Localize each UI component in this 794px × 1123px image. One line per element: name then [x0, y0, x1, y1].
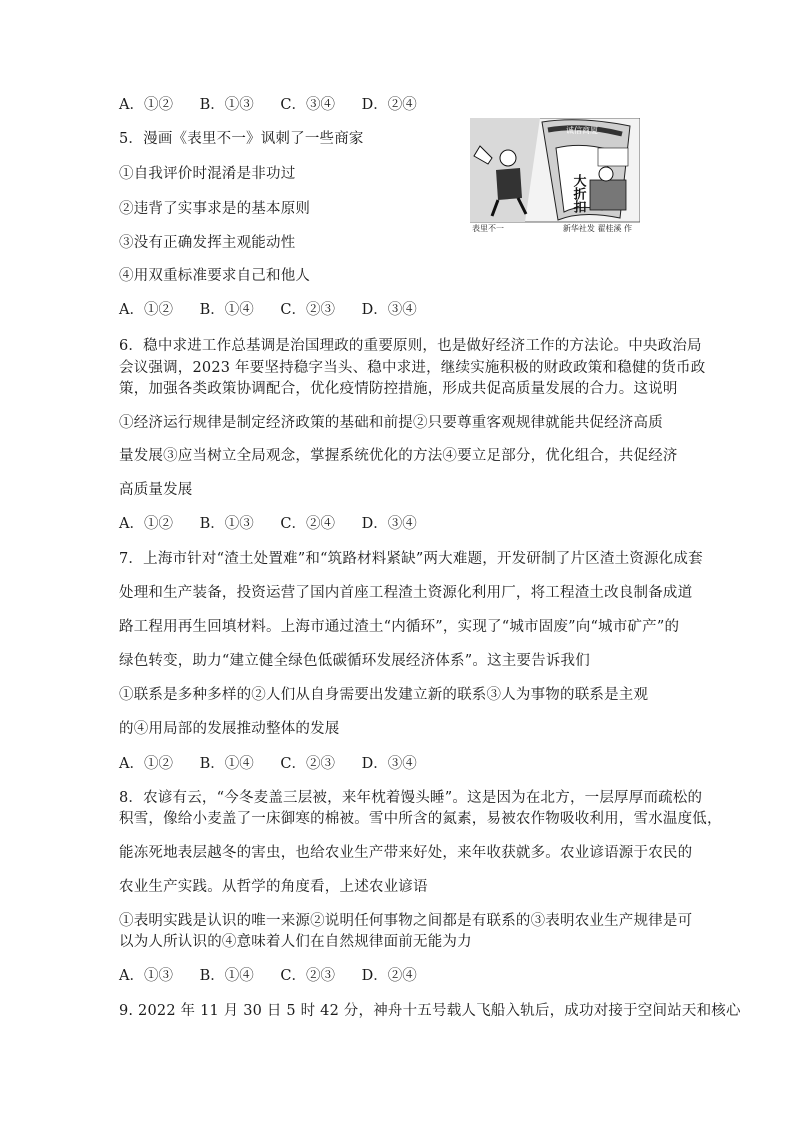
cartoon-sign-text: 诚信商厦 [566, 126, 598, 135]
q5-option-b[interactable]: B．①④ [199, 302, 254, 318]
q7-line-3: 路工程用再生回填材料。上海市通过渣土“内循环”，实现了“城市固废”向“城市矿产”的 [119, 619, 680, 635]
q5-options [119, 300, 439, 320]
q4-option-b[interactable]: B．①③ [199, 97, 254, 113]
q5-option-a[interactable]: A．①② [119, 302, 173, 318]
q7-option-b[interactable]: B．①④ [199, 756, 254, 772]
cartoon-clerk-head [599, 167, 613, 181]
q8-line-4: 农业生产实践。从哲学的角度看，上述农业谚语 [119, 879, 428, 895]
q4-option-a[interactable]: A．①② [119, 97, 173, 113]
cartoon-notice-board [598, 148, 628, 166]
q4-option-d[interactable]: D．②④ [361, 97, 417, 113]
q9-line-1: 9. 2022 年 11 月 30 日 5 时 42 分，神舟十五号载人飞船入轨后，成功对接于空间站天和核心 [119, 1003, 741, 1019]
q8-option-a[interactable]: A．①③ [119, 968, 173, 984]
q7-line-4: 绿色转变，助力“建立健全绿色低碳循环发展经济体系”。这主要告诉我们 [119, 653, 590, 669]
cartoon-man-head [500, 150, 516, 166]
q6-line-1: 6．稳中求进工作总基调是治国理政的重要原则，也是做好经济工作的方法论。中央政治局 [119, 338, 702, 354]
q8-line-2: 积雪，像给小麦盖了一床御寒的棉被。雪中所含的氮素，易被农作物吸收利用，雪水温度低， [119, 811, 722, 827]
q4-options [119, 95, 439, 115]
q8-option-d[interactable]: D．②④ [361, 968, 417, 984]
cartoon-caption-title: 表里不一 [472, 224, 504, 233]
q7-line-1: 7．上海市针对“渣土处置难”和“筑路材料紧缺”两大难题，开发研制了片区渣土资源化成套 [119, 551, 703, 567]
q7-line-2: 处理和生产装备，投资运营了国内首座工程渣土资源化利用厂，将工程渣土改良制备成道 [119, 585, 693, 601]
q5-option-c[interactable]: C．②③ [280, 302, 335, 318]
q8-option-c[interactable]: C．②③ [280, 968, 335, 984]
q5-option-d[interactable]: D．③④ [361, 302, 417, 318]
q7-option-c[interactable]: C．②③ [280, 756, 335, 772]
cartoon-caption-credit: 新华社发 翟桂溪 作 [562, 224, 632, 233]
q7-options [119, 754, 439, 774]
q6-items-line-3: 高质量发展 [119, 482, 193, 498]
q6-option-a[interactable]: A．①② [119, 516, 173, 532]
q6-items-line-2: 量发展③应当树立全局观念，掌握系统优化的方法④要立足部分，优化组合，共促经济 [119, 448, 678, 464]
q7-option-a[interactable]: A．①② [119, 756, 173, 772]
q6-items-line-1: ①经济运行规律是制定经济政策的基础和前提②只要尊重客观规律就能共促经济高质 [119, 415, 663, 431]
q7-items-line-1: ①联系是多种多样的②人们从自身需要出发建立新的联系③人为事物的联系是主观 [119, 687, 649, 703]
q6-line-2: 会议强调，2023 年要坚持稳字当头、稳中求进，继续实施积极的财政政策和稳健的货币政 [119, 360, 706, 376]
q5-item-3: ③没有正确发挥主观能动性 [119, 235, 296, 251]
q8-line-1: 8．农谚有云，“今冬麦盖三层被，来年枕着馒头睡”。这是因为在北方，一层厚厚而疏松的 [119, 790, 703, 806]
q5-item-1: ①自我评价时混淆是非功过 [119, 166, 296, 182]
q5-item-4: ④用双重标准要求自己和他人 [119, 268, 311, 284]
q5-stem: 5．漫画《表里不一》讽刺了一些商家 [119, 131, 364, 147]
cartoon-man-body [496, 168, 522, 200]
q8-items-line-2: 以为人所认识的④意味着人们在自然规律面前无能为力 [119, 934, 472, 950]
q6-option-c[interactable]: C．②④ [280, 516, 335, 532]
q6-option-d[interactable]: D．③④ [361, 516, 417, 532]
q6-line-3: 策，加强各类政策协调配合，优化疫情防控措施，形成共促高质量发展的合力。这说明 [119, 381, 678, 397]
cartoon-desk [590, 180, 626, 210]
q4-option-c[interactable]: C．③④ [280, 97, 335, 113]
q8-option-b[interactable]: B．①④ [199, 968, 254, 984]
cartoon-caption [470, 222, 640, 236]
q8-options [119, 966, 439, 986]
q6-option-b[interactable]: B．①③ [199, 516, 254, 532]
q6-options [119, 514, 439, 534]
cartoon-image [470, 118, 640, 232]
q5-item-2: ②违背了实事求是的基本原则 [119, 201, 311, 217]
cartoon-banner-text: 大折扣 [570, 174, 586, 213]
q7-items-line-2: 的④用局部的发展推动整体的发展 [119, 721, 340, 737]
q7-option-d[interactable]: D．③④ [361, 756, 417, 772]
q8-items-line-1: ①表明实践是认识的唯一来源②说明任何事物之间都是有联系的③表明农业生产规律是可 [119, 913, 693, 929]
q8-line-3: 能冻死地表层越冬的害虫，也给农业生产带来好处，来年收获就多。农业谚语源于农民的 [119, 845, 693, 861]
